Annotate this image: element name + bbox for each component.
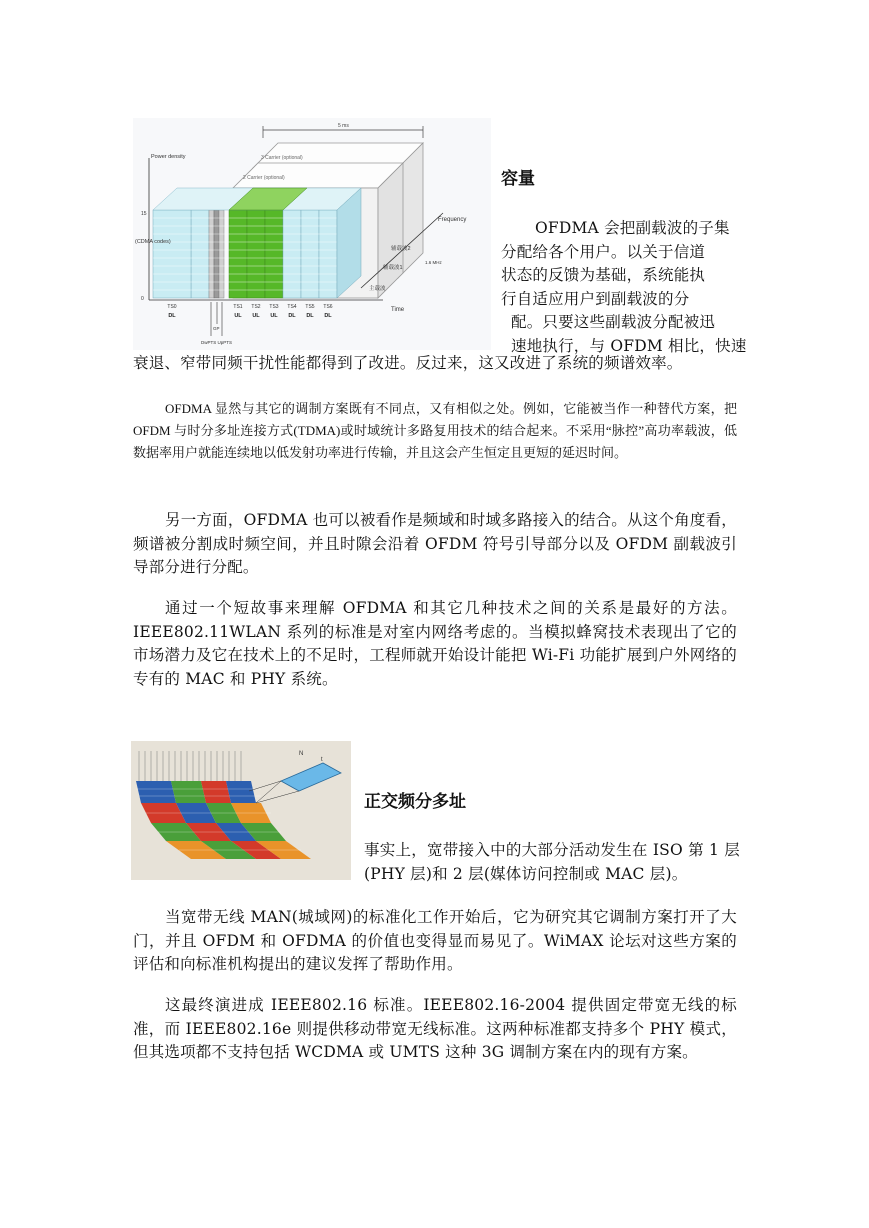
tick-top: 15 [141, 211, 147, 217]
slot-label: TS6 [323, 304, 333, 310]
main-carrier: 主载波 [369, 286, 386, 292]
ofdma-section-text: 事实上，宽带接入中的大部分活动发生在 ISO 第 1 层(PHY 层)和 2 层(媒体访问控制或 MAC 层)。 [364, 841, 740, 883]
slot-label: TS0 [167, 304, 177, 310]
slot-dir: UL [252, 313, 260, 319]
y-label2: (CDMA codes) [135, 239, 171, 245]
capacity-full-line: 衰退、窄带同频干扰性能都得到了改进。反过来，这又改进了系统的频谱效率。 [133, 354, 683, 372]
tick-bottom: 0 [141, 296, 144, 302]
slot-dir: DL [168, 313, 176, 319]
sub-carrier1: 辅载波1 [383, 265, 403, 271]
slot-dir: DL [306, 313, 314, 319]
capacity-text-block [501, 217, 751, 358]
slot-label: TS4 [287, 304, 297, 310]
sub-carrier2: 辅载波2 [391, 246, 411, 252]
slot-label: TS5 [305, 304, 315, 310]
y-label: Power density [151, 154, 186, 160]
slot-dir: UL [234, 313, 242, 319]
text-line: OFDMA 会把副载波的子集 [535, 219, 730, 237]
ofdma-grid-figure [131, 741, 351, 880]
paragraph-ieee80216: 这最终演进成 IEEE802.16 标准。IEEE802.16-2004 提供固定带宽无线的标准，而 IEEE802.16e 则提供移动带宽无线标准。这两种标准都支持多个 PHY 模式，但其选项都不支持包括 WCDMA 或 UMTS 这种 3G 调制方案在内的现有方案。 [133, 996, 737, 1061]
slot-label: TS2 [251, 304, 261, 310]
text-line: 状态的反馈为基础，系统能执 [501, 266, 706, 284]
span-label: 5 ms [338, 123, 349, 129]
carrier3-label: 3 Carrier (optional) [261, 155, 303, 161]
text-line: 配。只要这些副载波分配被迅 [511, 313, 716, 331]
section-heading-capacity: 容量 [501, 169, 535, 189]
slot-dir: UL [270, 313, 278, 319]
pilots-label: DwPTS UpPTS [201, 340, 233, 345]
section-heading-ofdma: 正交频分多址 [364, 792, 466, 812]
slot-dir: DL [288, 313, 296, 319]
text-line: 分配给各个用户。以关于信道 [501, 242, 706, 261]
gp-label: GP [213, 326, 220, 331]
carrier2-label: 2 Carrier (optional) [243, 175, 285, 181]
paragraph-ofdma-comparison: OFDMA 显然与其它的调制方案既有不同点，又有相似之处。例如，它能被当作一种替代方案，把 OFDM 与时分多址连接方式(TDMA)或时域统计多路复用技术的结合起来。不采用“脉控”高功率载波，低数据率用户就能连续地以低发射功率进行传输，并且这会产生恒定且更短的延迟时间。 [133, 401, 737, 460]
text-line: 速地执行，与 OFDM 相比，快速 [511, 336, 747, 355]
tdscdma-frame-figure [133, 118, 491, 350]
frequency-label: Frequency [438, 217, 467, 223]
text-line: 行自适应用户到副载波的分 [501, 289, 690, 308]
slot-label: TS1 [233, 304, 243, 310]
paragraph-history: 通过一个短故事来理解 OFDMA 和其它几种技术之间的关系是最好的方法。IEEE802.11WLAN 系列的标准是对室内网络考虑的。当模拟蜂窝技术表现出了它的市场潜力及它在技术上的不足时，工程师就开始设计能把 Wi-Fi 功能扩展到户外网络的专有的 MAC 和 PHY 系统。 [133, 599, 737, 688]
paragraph-time-frequency: 另一方面，OFDMA 也可以被看作是频域和时域多路接入的结合。从这个角度看，频谱被分割成时频空间，并且时隙会沿着 OFDM 符号引导部分以及 OFDM 副载波引导部分进行分配。 [133, 511, 737, 576]
slot-dir: DL [324, 313, 332, 319]
label-n: N [299, 751, 304, 757]
time-label: Time [391, 307, 405, 313]
paragraph-wireless-man: 当宽带无线 MAN(城域网)的标准化工作开始后，它为研究其它调制方案打开了大门，并且 OFDM 和 OFDMA 的价值也变得显而易见了。WiMAX 论坛对这些方案的评估和向标准机构提出的建议发挥了帮助作用。 [133, 908, 737, 973]
slot-label: TS3 [269, 304, 279, 310]
bandwidth: 1.6 MHz [425, 260, 442, 265]
label-t: t [321, 757, 323, 763]
